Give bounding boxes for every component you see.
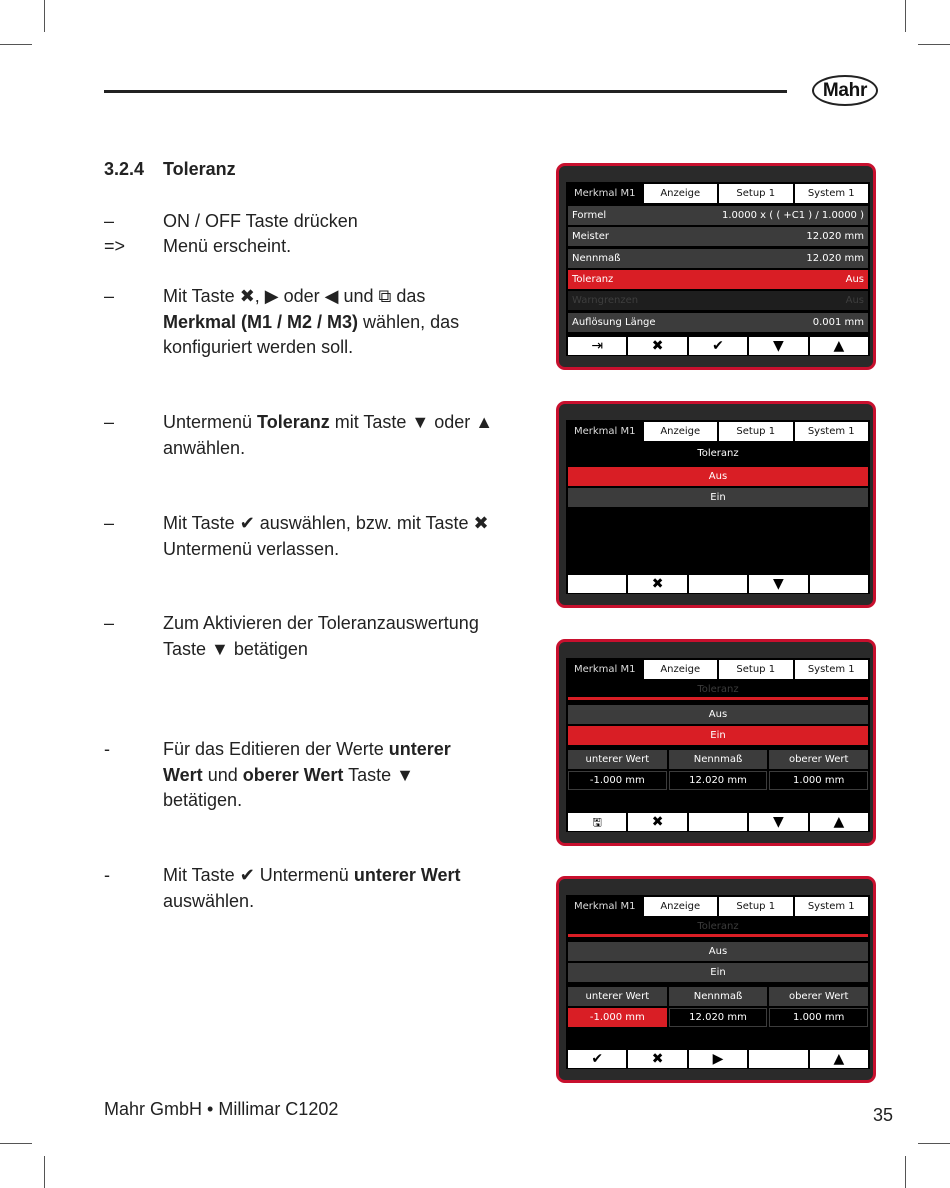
crop-mark [0,44,32,45]
menu-row[interactable] [568,313,868,332]
softkey-x[interactable] [628,575,686,593]
softkey-save[interactable] [568,813,626,831]
menu-row[interactable] [568,206,868,225]
page-number: 35 [873,1105,894,1125]
value-cell[interactable]: 12.020 mm [669,771,768,790]
value-cell[interactable]: -1.000 mm [568,1008,667,1027]
softkey-bar [568,813,868,831]
menu-row-value: 12.020 mm [806,252,864,264]
save-icon: 🖫 [592,815,602,829]
tab-system-1[interactable]: System 1 [795,660,869,679]
step-text: Mit Taste ✔ auswählen, bzw. mit Taste ✖ Untermenü verlassen. [163,513,489,559]
x-icon: ✖ [651,338,664,354]
submenu-title: Toleranz [568,682,868,700]
menu-row-label: Warngrenzen [572,295,639,307]
down-icon: ▼ [773,338,784,354]
submenu-title: Toleranz [697,447,739,459]
tab-setup-1[interactable]: Setup 1 [719,660,793,679]
instruction-step [104,410,494,461]
softkey-empty[interactable] [810,575,868,593]
down-icon: ▼ [773,576,784,592]
instruction-step [104,234,494,260]
value-cell[interactable]: -1.000 mm [568,771,667,790]
device-screen-4 [556,876,876,1083]
option-aus[interactable]: Aus [568,705,868,724]
right-icon: ▶ [712,1051,724,1067]
crop-mark [918,44,950,45]
crop-mark [0,1143,32,1144]
crop-mark [905,1156,906,1188]
menu-row-value: Aus [845,295,864,307]
softkey-bar [568,575,868,593]
softkey-up[interactable] [810,1050,868,1068]
column-header: oberer Wert [769,987,868,1006]
softkey-down[interactable] [749,813,807,831]
menu-row-label: Formel [572,210,607,221]
section-title: Toleranz [163,159,236,179]
down-icon: ▼ [773,814,784,830]
softkey-empty[interactable] [568,575,626,593]
step-marker: – [104,513,115,533]
submenu-title: Toleranz [568,919,868,937]
tab-bar [568,184,868,203]
softkey-check[interactable] [568,1050,626,1068]
step-text: ON / OFF Taste drücken [163,211,358,231]
softkey-check[interactable] [689,337,747,355]
softkey-up[interactable] [810,337,868,355]
softkey-empty[interactable] [749,1050,807,1068]
softkey-x[interactable] [628,337,686,355]
crop-mark [44,1156,45,1188]
option-ein[interactable]: Ein [568,726,868,745]
tab-anzeige[interactable]: Anzeige [644,422,718,441]
footer-company: Mahr GmbH • Millimar C1202 [104,1099,339,1119]
softkey-down[interactable] [749,337,807,355]
step-marker: – [104,412,115,432]
x-icon: ✖ [651,1051,664,1067]
option-ein[interactable]: Ein [568,963,868,982]
display [566,895,870,1069]
mahr-logo: Mahr [812,75,878,106]
option-ein[interactable]: Ein [568,488,868,507]
device-screen-2 [556,401,876,608]
step-marker: - [104,865,110,885]
check-icon: ✔ [712,338,724,354]
tab-anzeige[interactable]: Anzeige [644,660,718,679]
column-header: unterer Wert [568,750,667,769]
menu-row-value: 1.0000 x ( ( +C1 ) / 1.0000 ) [721,210,864,221]
softkey-empty[interactable] [689,575,747,593]
step-marker: => [104,236,126,256]
column-header: Nennmaß [669,750,768,769]
softkey-bar [568,1050,868,1068]
menu-row-label: Auflösung Länge [572,316,656,328]
step-text: Menü erscheint. [163,236,292,256]
instruction-step [104,611,494,662]
step-text: Zum Aktivieren der Toleranzauswertung Taste ▼ betätigen [163,613,479,659]
tab-bar [568,660,868,679]
column-header: unterer Wert [568,987,667,1006]
display [566,658,870,832]
tab-bar [568,897,868,916]
crop-mark [905,0,906,32]
tab-merkmal-m1[interactable]: Merkmal M1 [568,660,642,679]
device-screen-1 [556,163,876,370]
instruction-step [104,209,494,235]
softkey-empty[interactable] [689,813,747,831]
softkey-x[interactable] [628,1050,686,1068]
menu-row[interactable] [568,249,868,268]
softkey-right[interactable] [689,1050,747,1068]
menu-row[interactable] [568,227,868,246]
value-row [568,771,868,790]
softkey-up[interactable] [810,813,868,831]
header-rule [104,90,787,93]
tab-bar [568,422,868,441]
tab-setup-1[interactable]: Setup 1 [719,422,793,441]
up-icon: ▲ [833,338,845,354]
tab-setup-1[interactable]: Setup 1 [719,897,793,916]
menu-row-label: Meister [572,231,609,243]
value-row [568,1008,868,1027]
value-cell[interactable]: 1.000 mm [769,771,868,790]
option-aus[interactable]: Aus [568,942,868,961]
instruction-step [104,863,494,914]
step-text: Für das Editieren der Werte unterer Wert und oberer Wert Taste ▼ betätigen. [163,739,451,810]
up-icon: ▲ [833,1051,845,1067]
tab-merkmal-m1[interactable]: Merkmal M1 [568,184,642,203]
column-header: Nennmaß [669,987,768,1006]
menu-row-value: 0.001 mm [812,316,864,328]
step-marker: - [104,739,110,759]
column-header: oberer Wert [769,750,868,769]
display [566,420,870,594]
step-marker: – [104,286,115,306]
tab-merkmal-m1[interactable]: Merkmal M1 [568,422,642,441]
tab-system-1[interactable]: System 1 [795,897,869,916]
menu-row-value: 12.020 mm [806,231,864,243]
check-icon: ✔ [591,1051,604,1067]
instruction-step [104,737,494,814]
section-number: 3.2.4 [104,159,145,179]
instruction-step [104,284,494,361]
menu-row-value: Aus [845,273,864,285]
step-text: Mit Taste ✔ Untermenü unterer Wert auswählen. [163,865,461,911]
column-headers [568,987,868,1006]
step-marker: – [104,211,115,231]
softkey-down[interactable] [749,575,807,593]
step-text: Mit Taste ✖, ▶ oder ◀ und ⧉ das Merkmal (M1 / M2 / M3) wählen, das konfiguriert werden soll. [163,286,460,357]
device-screen-3 [556,639,876,846]
crop-mark [918,1143,950,1144]
crop-mark [44,0,45,32]
option-aus[interactable]: Aus [568,467,868,486]
softkey-exit[interactable] [568,337,626,355]
value-cell[interactable]: 1.000 mm [769,1008,868,1027]
softkey-x[interactable] [628,813,686,831]
x-icon: ✖ [651,814,664,830]
value-cell[interactable]: 12.020 mm [669,1008,768,1027]
menu-row-label: Toleranz [572,273,614,285]
tab-merkmal-m1[interactable]: Merkmal M1 [568,897,642,916]
step-marker: – [104,613,115,633]
menu-row[interactable] [568,291,868,310]
tab-system-1[interactable]: System 1 [795,422,869,441]
menu-row[interactable] [568,270,868,289]
exit-icon: ⇥ [591,338,604,354]
tab-system-1[interactable]: System 1 [795,184,869,203]
instruction-step [104,511,494,562]
tab-anzeige[interactable]: Anzeige [644,897,718,916]
x-icon: ✖ [651,576,664,592]
up-icon: ▲ [833,814,845,830]
tab-anzeige[interactable]: Anzeige [644,184,718,203]
tab-setup-1[interactable]: Setup 1 [719,184,793,203]
step-text: Untermenü Toleranz mit Taste ▼ oder ▲ anwählen. [163,412,494,458]
menu-row-label: Nennmaß [572,252,621,264]
softkey-bar [568,337,868,355]
display [566,182,870,356]
column-headers [568,750,868,769]
